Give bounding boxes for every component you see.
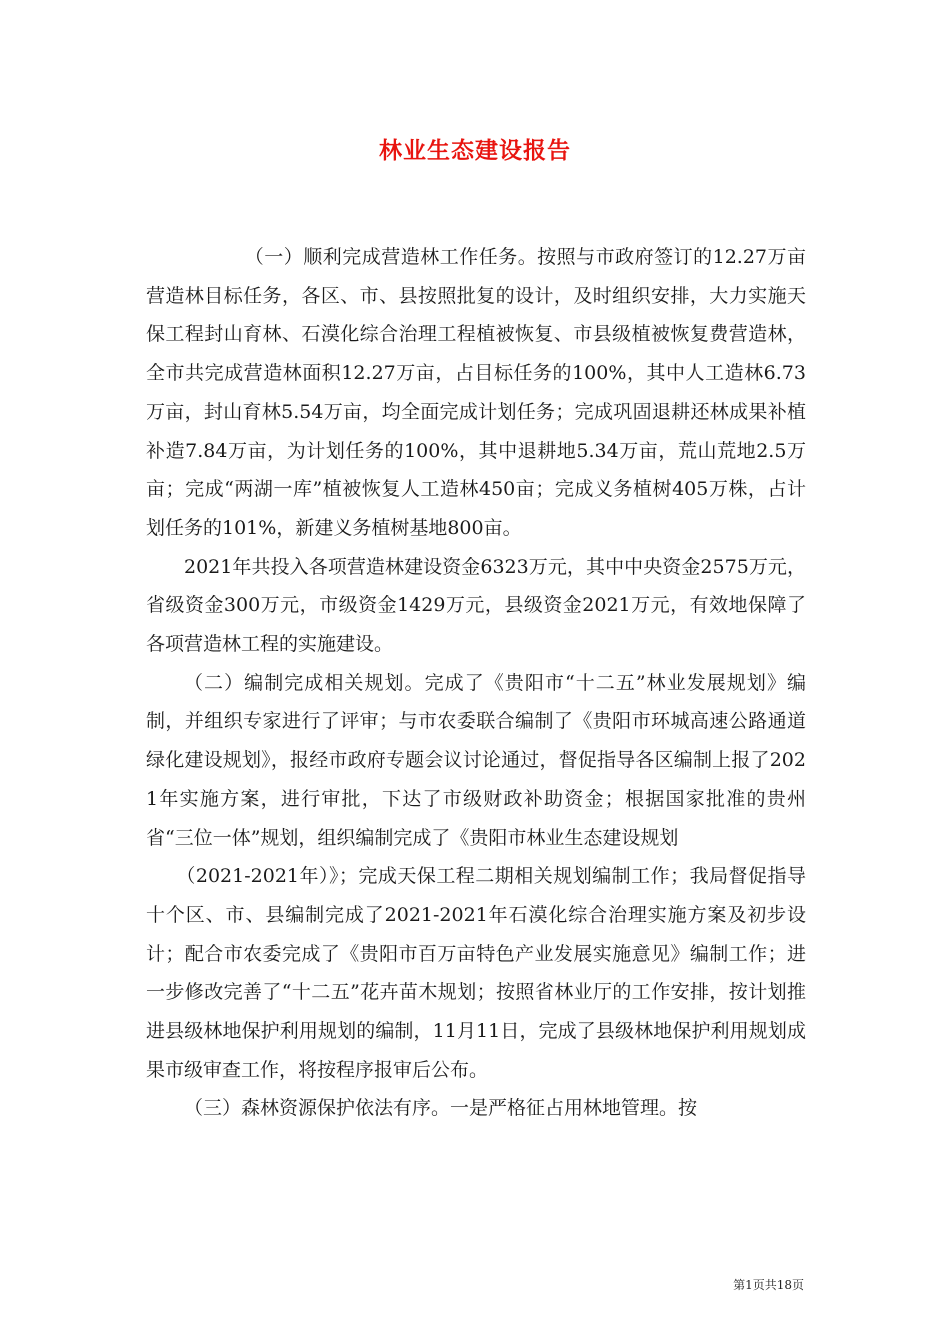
page-title: 林业生态建设报告 [379, 137, 571, 164]
paragraph-investment: 2021年共投入各项营造林建设资金6323万元，其中中央资金2575万元，省级资金300万元，市级资金1429万元，县级资金2021万元，有效地保障了各项营造林工程的实施建设。 [146, 555, 806, 656]
paragraph-afforestation: （一）顺利完成营造林工作任务。按照与市政府签订的12.27万亩营造林目标任务，各区、市、县按照批复的设计，及时组织安排，大力实施天保工程封山育林、石漠化综合治理工程植被恢复、市县级植被恢复费营造林，全市共完成营造林面积12.27万亩，占目标任务的100%，其中人工造林6.73万亩，封山育林5.54万亩，均全面完成计划任务；完成巩固退耕还林成果补植补造7.84万亩，为计划任务的100%，其中退耕地5.34万亩，荒山荒地2.5万亩；完成“两湖一库”植被恢复人工造林450亩；完成义务植树405万株，占计划任务的101%，新建义务植树基地800亩。 [146, 246, 806, 539]
paragraph-planning-continued: （2021-2021年）》；完成天保工程二期相关规划编制工作；我局督促指导十个区、市、县编制完成了2021-2021年石漠化综合治理实施方案及初步设计；配合市农委完成了《贵阳市百万亩特色产业发展实施意见》编制工作；进一步修改完善了“十二五”花卉苗木规划；按照省林业厅的工作安排，按计划推进县级林地保护利用规划的编制，11月11日，完成了县级林地保护利用规划成果市级审查工作，将按程序报审后公布。 [146, 865, 806, 1081]
paragraph-planning: （二）编制完成相关规划。完成了《贵阳市“十二五”林业发展规划》编制，并组织专家进行了评审；与市农委联合编制了《贵阳市环城高速公路通道绿化建设规划》，报经市政府专题会议讨论通过，督促指导各区编制上报了2021年实施方案，进行审批，下达了市级财政补助资金；根据国家批准的贵州省“三位一体”规划，组织编制完成了《贵阳市林业生态建设规划 [146, 671, 806, 849]
document-body [146, 238, 806, 1128]
paragraph-forest-protection: （三）森林资源保护依法有序。一是严格征占用林地管理。按 [184, 1097, 698, 1120]
page-number: 第1页共18页 [733, 1278, 804, 1292]
